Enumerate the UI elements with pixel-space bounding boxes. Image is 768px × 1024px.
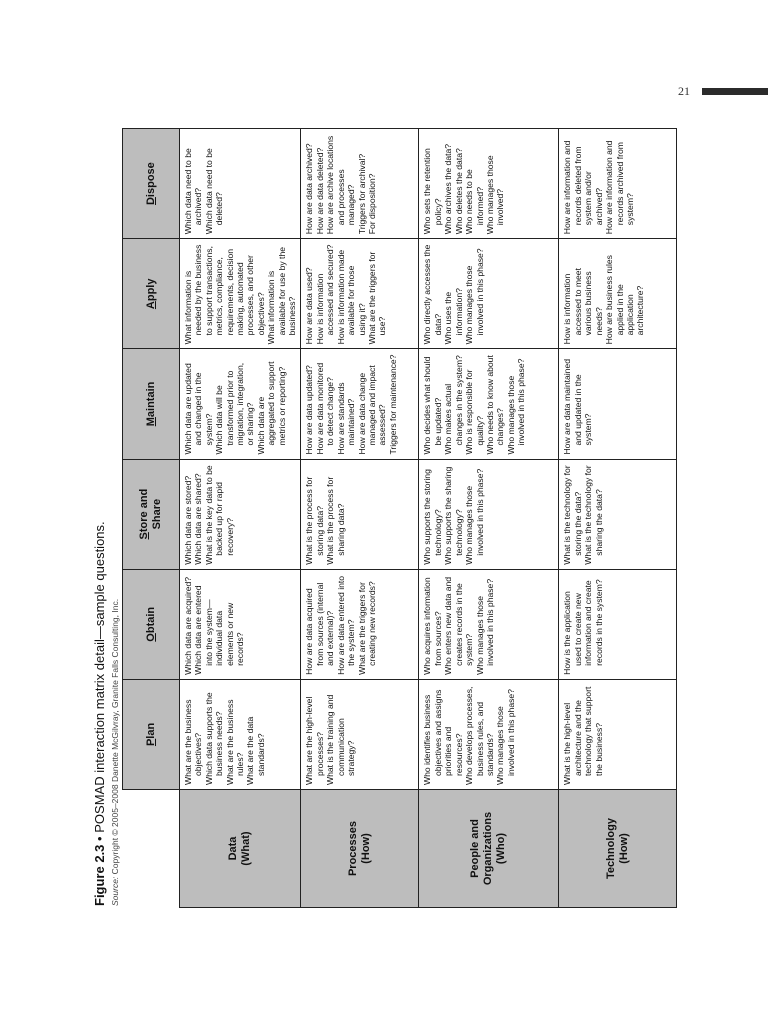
question-text: How are data archived? [304, 143, 315, 235]
row-header-sub: (Who) [495, 832, 508, 865]
matrix-cell [559, 349, 677, 459]
question-text: What are the high-level processes? [304, 696, 325, 785]
row-header-label2: Organizations [482, 811, 495, 886]
matrix-cell [301, 239, 419, 349]
question-text: Which data are aggregated to support metrics or reporting? [255, 361, 287, 455]
column-header-line [145, 684, 158, 785]
column-header [123, 569, 180, 679]
question-text: How are business rules applied in the application architecture? [604, 255, 646, 345]
column-header-initial: A [144, 301, 157, 310]
matrix-cell [301, 349, 419, 459]
question-text: Who identifies business objectives and assigns priorities and resources? [422, 689, 464, 785]
column-header-row [123, 129, 180, 908]
row-header-label: Technology [604, 818, 617, 879]
matrix-body [180, 129, 677, 908]
column-header-text: btain [144, 606, 157, 634]
question-text: What is the technology for sharing the data? [583, 465, 604, 565]
matrix-cell [559, 459, 677, 569]
matrix-row [419, 129, 559, 908]
question-text: What is the high-level architecture and the technology that support the business? [562, 686, 604, 785]
row-header-label: Processes [346, 820, 359, 877]
matrix-cell [559, 569, 677, 679]
question-text: Who is responsible for quality? [464, 369, 485, 455]
matrix-cell [419, 679, 559, 789]
question-text: Which data are updated and changed in the system? [183, 363, 214, 455]
matrix-cell [419, 349, 559, 459]
matrix-corner [123, 790, 180, 908]
column-header-text: ispose [144, 162, 157, 198]
question-text: Which data supports the business needs? [203, 692, 225, 785]
column-header-line [145, 574, 158, 675]
question-text: How are data updated? [304, 365, 315, 455]
question-text: Which data are shared? [193, 473, 204, 565]
question-text: What is the process for sharing data? [325, 476, 346, 565]
row-header [301, 790, 419, 908]
question-text: How are data acquired from sources (internal and external)? [304, 582, 336, 675]
page-header-bar [702, 88, 768, 95]
question-text: What are the triggers for use? [366, 251, 388, 345]
column-header-initial: P [144, 738, 157, 747]
question-text: Who enters new data and creates records in the system? [443, 576, 475, 675]
question-text: Which data are stored? [183, 475, 193, 565]
matrix-cell [559, 679, 677, 789]
matrix-cell [180, 569, 301, 679]
question-text: How is the application used to create new information and create records in the system? [562, 579, 604, 675]
question-text: Who directly accesses the data? [422, 244, 443, 345]
row-header [559, 790, 677, 908]
column-header-line [145, 353, 158, 454]
column-header-initial: D [144, 197, 157, 206]
question-text: How are data entered into the system? [335, 575, 357, 675]
question-text: How are data deleted? [314, 147, 325, 235]
question-text: How is information accessed and secured? [314, 244, 336, 345]
column-header-initial: S [138, 532, 150, 540]
question-text: Which data are entered into the system—individual data elements or new records? [193, 585, 246, 675]
question-text: What are the business rules? [224, 699, 246, 785]
question-text: How are data change managed and impact assessed? [356, 365, 388, 455]
question-text: Who needs to know about changes? [484, 355, 506, 455]
question-text: What is the key data to be backed up for rapid recovery? [203, 465, 235, 565]
column-header-line [138, 464, 151, 565]
question-text: How is information made available for those using it? [335, 249, 367, 345]
matrix-cell [559, 239, 677, 349]
question-text: Who manages those involved? [484, 155, 506, 235]
matrix-row [180, 129, 301, 908]
question-text: For disposition? [366, 173, 377, 235]
matrix-cell [301, 679, 419, 789]
source-label: Source: [110, 876, 120, 906]
column-header-line [145, 133, 158, 234]
question-text: What are the business objectives? [183, 699, 204, 785]
question-text: How are standards maintained? [335, 382, 357, 455]
column-header-line [145, 243, 158, 344]
source-text: Copyright © 2005–2008 Danette McGilvray, Granite Falls Consulting, Inc. [110, 598, 120, 875]
question-text: What is the training and communication strategy? [325, 694, 357, 785]
question-text: What is the process for storing data? [304, 476, 325, 565]
column-header-text: aintain [144, 381, 157, 418]
matrix-cell [301, 129, 419, 239]
figure-title: POSMAD interaction matrix detail—sample questions. [92, 521, 107, 833]
question-text: How are data monitored to detect change? [314, 362, 336, 455]
column-header [123, 239, 180, 349]
question-text: Who manages those involved in this phase? [464, 468, 485, 565]
question-text: How are information and records archived from system? [604, 140, 635, 235]
matrix-cell [559, 129, 677, 239]
question-text: Which data will be transformed prior to migration, integration, or sharing? [214, 362, 256, 455]
question-text: What information is needed by the business to support transactions, metrics, compliance, requirements, decision making, automated processes, and other objectives? [183, 244, 266, 345]
column-header-text: pply [144, 278, 157, 302]
question-text: How are information and records deleted from system and/or archived? [562, 140, 604, 235]
question-text: What information is available for use by the business? [266, 246, 298, 345]
question-text: How are data used? [304, 267, 315, 345]
question-text: Who manages those involved in this phase? [505, 358, 527, 455]
page-number: 21 [678, 84, 690, 98]
column-header-initial: O [144, 633, 157, 642]
question-text: Who deletes the data? [453, 148, 464, 235]
question-text: Who develops processes, business rules, and standards? [464, 686, 495, 785]
question-text: Who supports the sharing technology? [443, 466, 464, 565]
figure-label: Figure 2.3 [92, 844, 107, 906]
question-text: Who needs to be informed? [464, 169, 485, 235]
figure-caption [92, 126, 107, 906]
row-header-sub: (What) [240, 831, 253, 866]
question-text: Who supports the storing technology? [422, 469, 443, 565]
row-header [180, 790, 301, 908]
question-text: Who sets the retention policy? [422, 148, 443, 235]
question-text: Who manages those involved in this phase? [495, 689, 516, 785]
question-text: Triggers for maintenance? [387, 354, 398, 455]
question-text: Who uses the information? [443, 288, 464, 345]
row-header-label: Data [227, 836, 240, 861]
matrix-row [301, 129, 419, 908]
matrix-cell [301, 459, 419, 569]
posmad-matrix [122, 128, 677, 908]
column-header-text: tore and [138, 488, 150, 533]
row-header [419, 790, 559, 908]
question-text: Who manages those involved in this phase? [474, 578, 495, 675]
figure-separator: • [92, 836, 107, 841]
matrix-cell [180, 349, 301, 459]
column-header [123, 679, 180, 789]
column-header [123, 459, 180, 569]
row-header-sub: (How) [359, 833, 372, 864]
question-text: Who makes actual changes in the system? [443, 355, 464, 455]
question-text: What are the data standards? [245, 716, 266, 785]
column-header-line2: Share [151, 498, 163, 530]
question-text: What are the triggers for creating new records? [356, 581, 377, 675]
question-text: Who decides what should be updated? [422, 356, 443, 455]
question-text: Which data need to be deleted? [203, 148, 225, 235]
column-header [123, 349, 180, 459]
figure-source [110, 126, 120, 906]
matrix-cell [180, 129, 301, 239]
rotated-figure [92, 118, 646, 908]
column-header-initial: M [144, 417, 157, 427]
question-text: What is the technology for storing the data? [562, 465, 583, 565]
question-text: Which data are acquired? [183, 576, 193, 675]
question-text: How are archive locations and processes managed? [325, 135, 357, 235]
matrix-cell [180, 239, 301, 349]
question-text: Who manages those involved in this phase? [464, 248, 485, 345]
matrix-cell [419, 569, 559, 679]
matrix-row [559, 129, 677, 908]
question-text: How is information accessed to meet various business needs? [562, 268, 604, 345]
matrix-cell [419, 129, 559, 239]
matrix-cell [180, 679, 301, 789]
question-text: Who acquires information from sources? [422, 577, 443, 675]
column-header [123, 129, 180, 239]
column-header-text: lan [144, 722, 157, 739]
matrix-cell [419, 239, 559, 349]
question-text: Triggers for archival? [356, 153, 367, 235]
matrix-cell [419, 459, 559, 569]
question-text: Which data need to be archived? [183, 148, 204, 235]
question-text: How are data maintained and updated in the system? [562, 358, 594, 455]
matrix-header [123, 129, 180, 908]
row-header-label: People and [469, 819, 482, 878]
question-text: Who archives the data? [443, 143, 454, 235]
matrix-cell [180, 459, 301, 569]
matrix-cell [301, 569, 419, 679]
row-header-sub: (How) [617, 833, 630, 864]
